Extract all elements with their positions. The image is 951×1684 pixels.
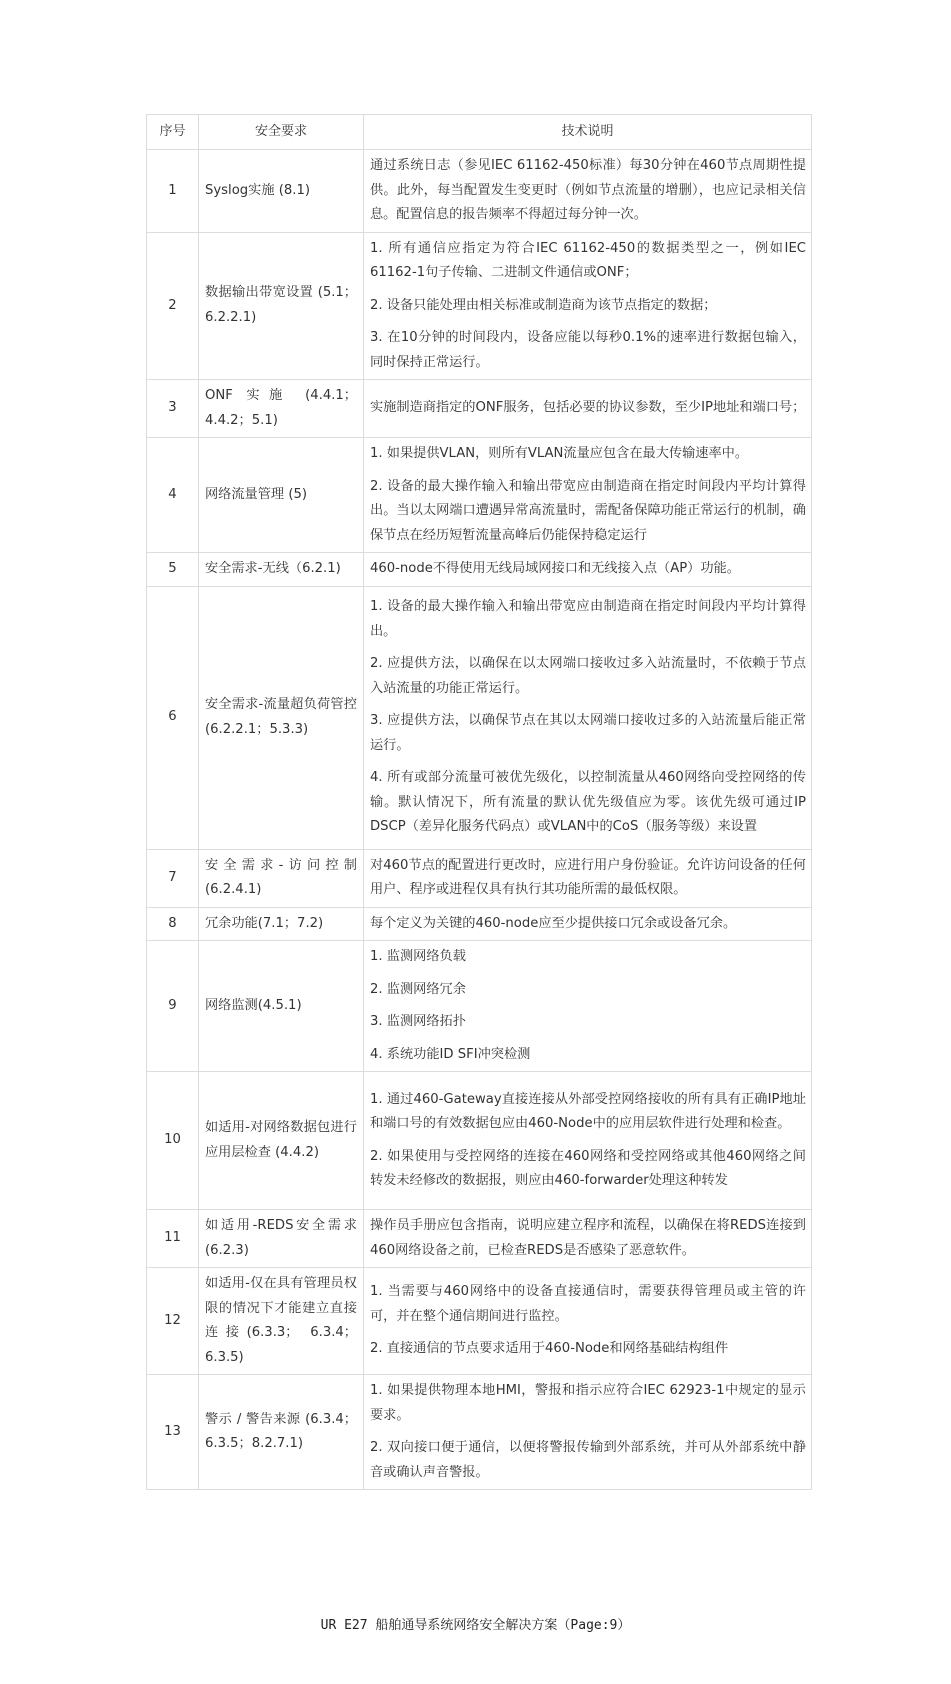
requirement-cell: 数据输出带宽设置 (5.1；6.2.2.1) <box>199 232 364 380</box>
description-paragraph: 通过系统日志（参见IEC 61162-450标准）每30分钟在460节点周期性提供。此外，每当配置发生变更时（例如节点流量的增删），也应记录相关信息。配置信息的报告频率不得超过每分钟一次。 <box>370 158 806 222</box>
table-row <box>147 849 812 907</box>
description-paragraph: 1. 所有通信应指定为符合IEC 61162-450的数据类型之一，例如IEC 61162-1句子传输、二进制文件通信或ONF； <box>370 240 806 280</box>
row-number: 10 <box>147 1072 199 1210</box>
row-number: 12 <box>147 1268 199 1375</box>
description-paragraph: 3. 应提供方法，以确保节点在其以太网端口接收过多的入站流量后能正常运行。 <box>370 713 806 753</box>
description-paragraph: 2. 应提供方法，以确保在以太网端口接收过多入站流量时，不依赖于节点入站流量的功能正常运行。 <box>370 656 806 696</box>
row-number: 1 <box>147 150 199 233</box>
table-header <box>147 115 812 150</box>
description-paragraph: 2. 直接通信的节点要求适用于460-Node和网络基础结构组件 <box>370 1341 729 1357</box>
requirement-cell: 如适用-对网络数据包进行应用层检查 (4.4.2) <box>199 1072 364 1210</box>
description-cell <box>364 1268 812 1375</box>
description-paragraph: 4. 系统功能ID SFI冲突检测 <box>370 1046 531 1062</box>
table-row <box>147 438 812 553</box>
row-number: 11 <box>147 1210 199 1268</box>
table-body <box>147 150 812 1490</box>
row-number: 7 <box>147 849 199 907</box>
description-paragraph: 1. 设备的最大操作输入和输出带宽应由制造商在指定时间段内平均计算得出。 <box>370 599 806 639</box>
description-paragraph: 对460节点的配置进行更改时，应进行用户身份验证。允许访问设备的任何用户、程序或进程仅具有执行其功能所需的最低权限。 <box>370 857 806 897</box>
requirement-cell: 冗余功能(7.1；7.2) <box>199 907 364 941</box>
description-paragraph: 2. 设备只能处理由相关标准或制造商为该节点指定的数据； <box>370 297 717 313</box>
description-paragraph: 2. 设备的最大操作输入和输出带宽应由制造商在指定时间段内平均计算得出。当以太网端口遭遇异常高流量时，需配备保障功能正常运行的机制，确保节点在经历短暂流量高峰后仍能保持稳定运行 <box>370 478 806 543</box>
description-paragraph: 操作员手册应包含指南，说明应建立程序和流程，以确保在将REDS连接到460网络设备之前，已检查REDS是否感染了恶意软件。 <box>370 1218 806 1258</box>
description-cell <box>364 553 812 587</box>
requirement-cell: ONF 实施 (4.4.1；4.4.2；5.1) <box>199 380 364 438</box>
description-cell <box>364 1210 812 1268</box>
table-row <box>147 232 812 380</box>
description-paragraph: 3. 监测网络拓扑 <box>370 1014 466 1029</box>
row-number: 6 <box>147 586 199 849</box>
description-paragraph: 1. 监测网络负载 <box>370 949 466 964</box>
row-number: 5 <box>147 553 199 587</box>
requirement-cell: 网络流量管理 (5) <box>199 438 364 553</box>
requirement-cell: 如适用-仅在具有管理员权限的情况下才能建立直接连接(6.3.3； 6.3.4；6.3.5) <box>199 1268 364 1375</box>
requirement-cell: 安全需求-访问控制(6.2.4.1) <box>199 849 364 907</box>
requirement-cell: 安全需求-流量超负荷管控 (6.2.2.1；5.3.3) <box>199 586 364 849</box>
requirement-cell: 警示 / 警告来源 (6.3.4； 6.3.5；8.2.7.1) <box>199 1375 364 1490</box>
table-row <box>147 1268 812 1375</box>
description-paragraph: 1. 通过460-Gateway直接连接从外部受控网络接收的所有具有正确IP地址和端口号的有效数据包应由460-Node中的应用层软件进行处理和检查。 <box>370 1091 806 1131</box>
description-paragraph: 3. 在10分钟的时间段内，设备应能以每秒0.1%的速率进行数据包输入，同时保持正常运行。 <box>370 330 806 370</box>
table-row <box>147 941 812 1072</box>
description-cell <box>364 438 812 553</box>
header-description: 技术说明 <box>364 115 812 150</box>
requirement-cell: 网络监测(4.5.1) <box>199 941 364 1072</box>
header-requirement: 安全要求 <box>199 115 364 150</box>
header-num: 序号 <box>147 115 199 150</box>
description-cell <box>364 941 812 1072</box>
description-paragraph: 1. 当需要与460网络中的设备直接通信时，需要获得管理员或主管的许可，并在整个通信期间进行监控。 <box>370 1284 806 1324</box>
row-number: 8 <box>147 907 199 941</box>
description-paragraph: 1. 如果提供VLAN，则所有VLAN流量应包含在最大传输速率中。 <box>370 446 749 461</box>
security-requirements-table <box>146 114 812 1490</box>
description-cell <box>364 1072 812 1210</box>
row-number: 2 <box>147 232 199 380</box>
description-cell <box>364 849 812 907</box>
table-row <box>147 1210 812 1268</box>
requirement-cell: Syslog实施 (8.1) <box>199 150 364 233</box>
description-cell <box>364 380 812 438</box>
description-cell <box>364 586 812 849</box>
table-row <box>147 586 812 849</box>
description-paragraph: 实施制造商指定的ONF服务，包括必要的协议参数，至少IP地址和端口号； <box>370 400 806 416</box>
table-row <box>147 907 812 941</box>
description-cell <box>364 1375 812 1490</box>
description-cell <box>364 150 812 233</box>
row-number: 3 <box>147 380 199 438</box>
table-row <box>147 380 812 438</box>
page-footer: UR E27 船舶通导系统网络安全解决方案（Page:9） <box>320 1618 631 1633</box>
requirement-cell: 如适用-REDS安全需求 (6.2.3) <box>199 1210 364 1268</box>
row-number: 4 <box>147 438 199 553</box>
description-paragraph: 2. 如果使用与受控网络的连接在460网络和受控网络或其他460网络之间转发未经修改的数据报，则应由460-forwarder处理这种转发 <box>370 1148 806 1188</box>
description-paragraph: 1. 如果提供物理本地HMI，警报和指示应符合IEC 62923-1中规定的显示要求。 <box>370 1383 806 1423</box>
description-paragraph: 4. 所有或部分流量可被优先级化，以控制流量从460网络向受控网络的传输。默认情况下，所有流量的默认优先级值应为零。该优先级可通过IP DSCP（差异化服务代码点）或VLAN中的CoS（服务等级）来设置 <box>370 770 806 835</box>
description-paragraph: 2. 双向接口便于通信，以便将警报传输到外部系统，并可从外部系统中静音或确认声音警报。 <box>370 1440 806 1480</box>
table-row <box>147 150 812 233</box>
description-paragraph: 2. 监测网络冗余 <box>370 981 466 997</box>
requirement-cell: 安全需求-无线（6.2.1) <box>199 553 364 587</box>
description-cell <box>364 907 812 941</box>
row-number: 9 <box>147 941 199 1072</box>
description-paragraph: 460-node不得使用无线局域网接口和无线接入点（AP）功能。 <box>370 561 740 576</box>
table-row <box>147 1072 812 1210</box>
row-number: 13 <box>147 1375 199 1490</box>
table-row <box>147 553 812 587</box>
description-paragraph: 每个定义为关键的460-node应至少提供接口冗余或设备冗余。 <box>370 915 737 931</box>
description-cell <box>364 232 812 380</box>
table-row <box>147 1375 812 1490</box>
header-row <box>147 115 812 150</box>
